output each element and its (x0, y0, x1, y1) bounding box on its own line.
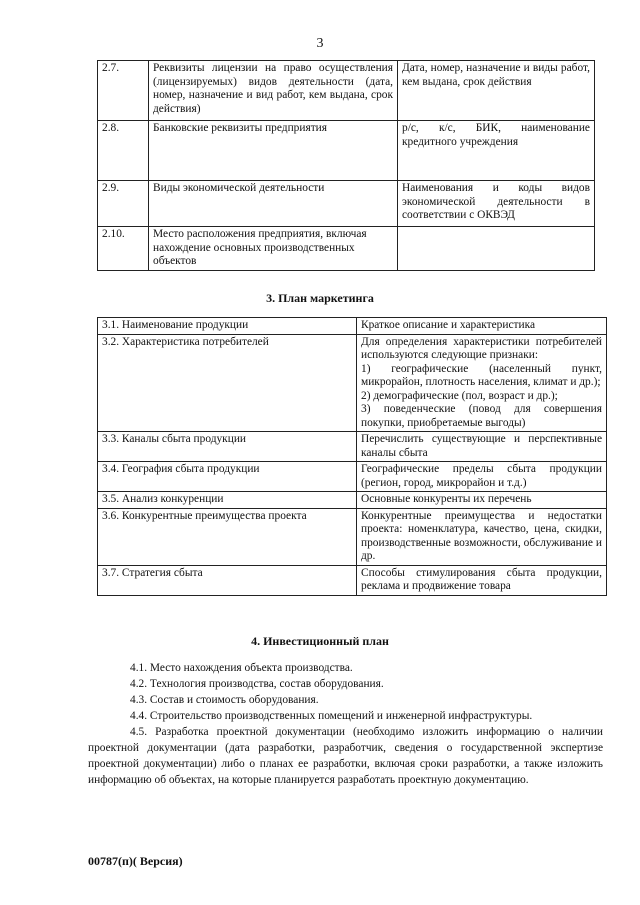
investment-plan-list (88, 660, 603, 788)
marketing-plan-table (97, 317, 607, 596)
marketing-description: Способы стимулирования сбыта продукции, реклама и продвижение товара (357, 565, 607, 595)
marketing-item: 3.6. Конкурентные преимущества проекта (98, 508, 357, 565)
row-description: р/с, к/с, БИК, наименование кредитного учреждения (398, 121, 595, 181)
marketing-description: Конкурентные преимущества и недостатки проекта: номенклатура, качество, цена, скидки, производственные возможности, обслуживание и др. (357, 508, 607, 565)
row-name: Реквизиты лицензии на право осуществления (лицензируемых) видов деятельности (дата, номер, назначение и вид работ, кем выдана, срок действия) (149, 61, 398, 121)
table-row (98, 432, 607, 462)
marketing-item: 3.4. География сбыта продукции (98, 462, 357, 492)
table-row (98, 181, 595, 227)
marketing-description-intro: Для определения характеристики потребителей используются следующие признаки: (361, 335, 602, 361)
section-4-title: 4. Инвестиционный план (251, 634, 389, 648)
marketing-item: 3.5. Анализ конкуренции (98, 492, 357, 509)
investment-item: 4.5. Разработка проектной документации (необходимо изложить информацию о наличии проектной документации (дата разработки, разработчик, сведения о государственной экспертизе проектной документации) либо о планах ее разработки, включая сроки разработки, а также изложить информацию об объектах, на которые планируется разработать проектную документацию. (88, 726, 603, 786)
marketing-item: 3.3. Каналы сбыта продукции (98, 432, 357, 462)
row-description (398, 227, 595, 271)
investment-item: 4.3. Состав и стоимость оборудования. (130, 694, 319, 706)
table-row (98, 227, 595, 271)
marketing-description-line: 2) демографические (пол, возраст и др.); (361, 389, 558, 402)
row-name: Виды экономической деятельности (149, 181, 398, 227)
table-row (98, 334, 607, 432)
table-row (98, 318, 607, 335)
marketing-description (357, 334, 607, 432)
marketing-description: Географические пределы сбыта продукции (регион, город, микрорайон и т.д.) (357, 462, 607, 492)
table-row (98, 462, 607, 492)
marketing-description: Основные конкуренты их перечень (357, 492, 607, 509)
row-name: Банковские реквизиты предприятия (149, 121, 398, 181)
investment-item: 4.1. Место нахождения объекта производства. (130, 662, 353, 674)
row-description: Наименования и коды видов экономической деятельности в соответствии с ОКВЭД (398, 181, 595, 227)
table-row (98, 492, 607, 509)
marketing-description: Перечислить существующие и перспективные каналы сбыта (357, 432, 607, 462)
page-number: 3 (316, 36, 324, 51)
table-row (98, 508, 607, 565)
marketing-item: 3.1. Наименование продукции (98, 318, 357, 335)
row-number: 2.9. (98, 181, 149, 227)
investment-item: 4.2. Технология производства, состав оборудования. (130, 678, 384, 690)
marketing-description-line: 3) поведенческие (повод для совершения покупки, приобретаемые выгоды) (361, 403, 602, 429)
row-description: Дата, номер, назначение и виды работ, кем выдана, срок действия (398, 61, 595, 121)
marketing-item: 3.7. Стратегия сбыта (98, 565, 357, 595)
table-row (98, 61, 595, 121)
row-number: 2.8. (98, 121, 149, 181)
section-3-title: 3. План маркетинга (266, 291, 374, 305)
requisites-table (97, 60, 595, 271)
row-number: 2.7. (98, 61, 149, 121)
marketing-description-line: 1) географические (населенный пункт, микрорайон, плотность населения, климат и др.); (361, 362, 602, 388)
marketing-item: 3.2. Характеристика потребителей (98, 334, 357, 432)
row-number: 2.10. (98, 227, 149, 271)
marketing-description: Краткое описание и характеристика (357, 318, 607, 335)
table-row (98, 121, 595, 181)
document-footer-code: 00787(п)( Версия) (88, 854, 183, 868)
table-row (98, 565, 607, 595)
row-name: Место расположения предприятия, включая нахождение основных производственных объектов (149, 227, 398, 271)
investment-item: 4.4. Строительство производственных помещений и инженерной инфраструктуры. (130, 710, 533, 722)
